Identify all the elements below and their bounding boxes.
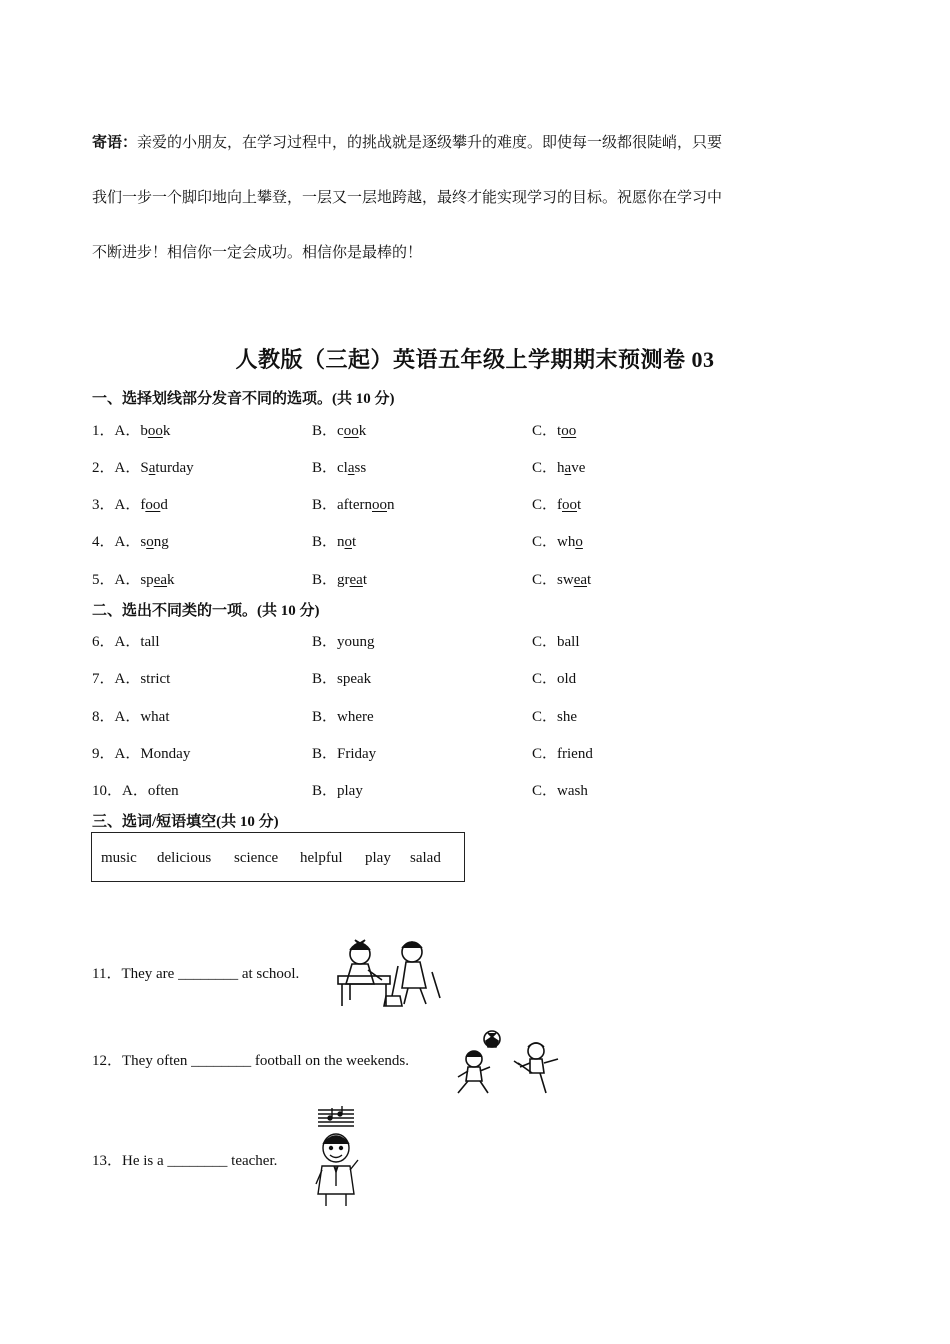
question-12: 12．They often ________ football on the weekends.	[92, 1053, 410, 1069]
intro-label: 寄语：	[92, 135, 138, 151]
word-bank-item: science	[234, 850, 279, 866]
option-label: B．	[312, 572, 338, 588]
section-2-heading: 二、选出不同类的一项。(共 10 分)	[92, 603, 320, 619]
underlined-part: oo	[562, 497, 578, 513]
word-part: ss	[354, 460, 367, 476]
word-part: t	[587, 572, 592, 588]
word-part: n	[387, 497, 395, 513]
option-a	[92, 530, 169, 551]
word-part: t	[577, 497, 582, 513]
underlined-part: a	[148, 460, 156, 476]
word-part: t	[352, 534, 357, 550]
option-label: C．	[532, 497, 558, 513]
word-part: b	[140, 423, 148, 439]
word-part: ve	[571, 460, 586, 476]
question-row	[92, 630, 852, 652]
underlined-part: o	[575, 534, 583, 550]
option-b: B．Friday	[312, 746, 377, 762]
underlined-part: ea	[573, 572, 588, 588]
option-a	[92, 419, 170, 440]
option-c	[532, 568, 591, 589]
underlined-part: oo	[145, 497, 161, 513]
word-part: f	[557, 497, 563, 513]
intro-line-1	[92, 133, 852, 153]
option-b	[312, 419, 366, 440]
option-b	[312, 530, 356, 551]
option-c	[532, 530, 583, 551]
option-b: B．play	[312, 783, 363, 799]
word-bank-item: delicious	[157, 850, 212, 866]
word-part: turday	[155, 460, 194, 476]
word-part: k	[162, 423, 171, 439]
option-label: C．	[532, 423, 558, 439]
intro-line-2: 我们一步一个脚印地向上攀登，一层又一层地跨越，最终才能实现学习的目标。祝愿你在学习中	[92, 190, 723, 206]
word-bank-item: music	[101, 850, 137, 866]
option-a: 7．A．strict	[92, 671, 171, 687]
word-bank-item: helpful	[300, 850, 343, 866]
word-part: wh	[557, 534, 576, 550]
option-a: 8．A．what	[92, 709, 170, 725]
underlined-part: oo	[343, 423, 359, 439]
option-label: 4．A．	[92, 534, 141, 550]
word-part: k	[358, 423, 367, 439]
option-label: B．	[312, 423, 338, 439]
option-label: B．	[312, 497, 338, 513]
option-c	[532, 456, 585, 477]
word-part: d	[160, 497, 168, 513]
word-part: h	[557, 460, 565, 476]
section-1-heading: 一、选择划线部分发音不同的选项。(共 10 分)	[92, 391, 395, 407]
section-3-heading: 三、选词/短语填空(共 10 分)	[92, 814, 279, 830]
underlined-part: o	[146, 534, 154, 550]
word-part: cl	[337, 460, 348, 476]
word-part: s	[140, 534, 147, 550]
option-a: 10．A．often	[92, 783, 179, 799]
underlined-part: ea	[153, 572, 168, 588]
question-row	[92, 742, 852, 764]
exam-title: 人教版（三起）英语五年级上学期期末预测卷 03	[235, 347, 715, 372]
option-c: C．she	[532, 709, 578, 725]
option-label: 1．A．	[92, 423, 141, 439]
children-cleaning-picture	[328, 932, 450, 1010]
question-row	[92, 568, 852, 590]
question-row	[92, 419, 852, 441]
word-part: sw	[557, 572, 574, 588]
underlined-part: o	[344, 534, 353, 550]
question-row	[92, 667, 852, 689]
option-b	[312, 493, 395, 514]
underlined-part: oo	[372, 497, 387, 513]
option-a	[92, 493, 168, 514]
boys-playing-football-picture	[452, 1027, 564, 1095]
question-row	[92, 779, 852, 801]
option-label: B．	[312, 534, 338, 550]
option-c	[532, 419, 576, 440]
intro-text-1: 亲爱的小朋友，在学习过程中，的挑战就是逐级攀升的难度。即使每一级都很陡峭，只要	[137, 135, 723, 151]
option-b: B．where	[312, 709, 374, 725]
word-bank-box	[91, 832, 465, 882]
option-label: C．	[532, 460, 558, 476]
option-label: B．	[312, 460, 338, 476]
option-label: 3．A．	[92, 497, 141, 513]
underlined-part: a	[347, 460, 355, 476]
underlined-part: oo	[561, 423, 577, 439]
question-row	[92, 530, 852, 552]
option-a	[92, 568, 175, 589]
option-c: C．ball	[532, 634, 580, 650]
underlined-part: oo	[147, 423, 163, 439]
word-part: k	[167, 572, 175, 588]
word-bank-item: play	[365, 850, 391, 866]
option-c: C．wash	[532, 783, 588, 799]
underlined-part: a	[564, 460, 572, 476]
option-b: B．young	[312, 634, 375, 650]
option-c: C．friend	[532, 746, 593, 762]
question-row	[92, 456, 852, 478]
question-13: 13．He is a ________ teacher.	[92, 1153, 278, 1169]
option-label: 2．A．	[92, 460, 141, 476]
option-label: 5．A．	[92, 572, 141, 588]
intro-line-3: 不断进步！相信你一定会成功。相信你是最棒的！	[92, 245, 423, 261]
question-row	[92, 493, 852, 515]
option-c	[532, 493, 581, 514]
option-a: 6．A．tall	[92, 634, 160, 650]
word-part: aftern	[337, 497, 372, 513]
option-b	[312, 456, 366, 477]
option-b	[312, 568, 367, 589]
word-part: t	[362, 572, 368, 588]
word-part: n	[337, 534, 345, 550]
word-part: ng	[153, 534, 169, 550]
music-teacher-picture	[310, 1104, 362, 1208]
underlined-part: ea	[349, 572, 363, 588]
word-part: sp	[140, 572, 154, 588]
question-11: 11．They are ________ at school.	[92, 966, 300, 982]
option-c: C．old	[532, 671, 577, 687]
option-a	[92, 456, 194, 477]
word-part: f	[140, 497, 146, 513]
option-label: C．	[532, 572, 558, 588]
option-b: B．speak	[312, 671, 372, 687]
word-part: gr	[337, 572, 350, 588]
word-part: c	[337, 423, 344, 439]
word-part: S	[140, 460, 149, 476]
option-a: 9．A．Monday	[92, 746, 191, 762]
option-label: C．	[532, 534, 558, 550]
question-row	[92, 705, 852, 727]
word-part: t	[557, 423, 562, 439]
word-bank-item: salad	[410, 850, 441, 866]
